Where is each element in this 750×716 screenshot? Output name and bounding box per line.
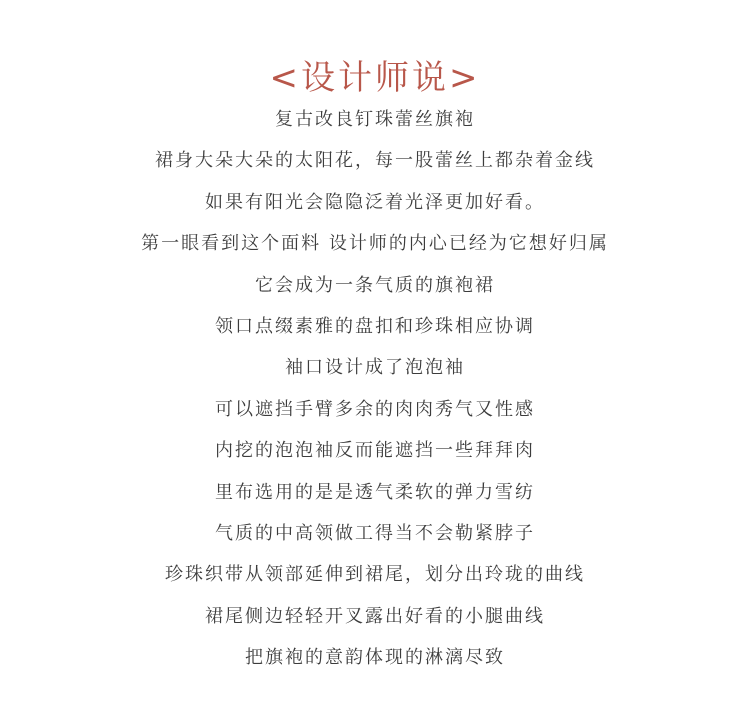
section-title: <设计师说> bbox=[269, 57, 481, 98]
description-line: 珍珠织带从领部延伸到裙尾，划分出玲珑的曲线 bbox=[165, 564, 585, 586]
description-line: 气质的中高领做工得当不会勒紧脖子 bbox=[215, 522, 535, 544]
description-line: 裙尾侧边轻轻开叉露出好看的小腿曲线 bbox=[205, 605, 545, 627]
description-line: 可以遮挡手臂多余的肉肉秀气又性感 bbox=[215, 398, 535, 420]
description-line: 里布选用的是是透气柔软的弹力雪纺 bbox=[215, 481, 535, 503]
description-line: 领口点缀素雅的盘扣和珍珠相应协调 bbox=[215, 315, 535, 337]
description-lines bbox=[0, 99, 750, 678]
description-line: 袖口设计成了泡泡袖 bbox=[285, 357, 465, 379]
description-line: 裙身大朵大朵的太阳花，每一股蕾丝上都杂着金线 bbox=[155, 150, 595, 172]
description-line: 把旗袍的意韵体现的淋漓尽致 bbox=[245, 647, 505, 669]
description-line: 第一眼看到这个面料 设计师的内心已经为它想好归属 bbox=[141, 233, 609, 255]
description-line: 如果有阳光会隐隐泛着光泽更加好看。 bbox=[205, 191, 545, 213]
description-line: 它会成为一条气质的旗袍裙 bbox=[255, 274, 495, 296]
description-line: 复古改良钉珠蕾丝旗袍 bbox=[275, 109, 475, 130]
description-line: 内挖的泡泡袖反而能遮挡一些拜拜肉 bbox=[215, 440, 535, 462]
